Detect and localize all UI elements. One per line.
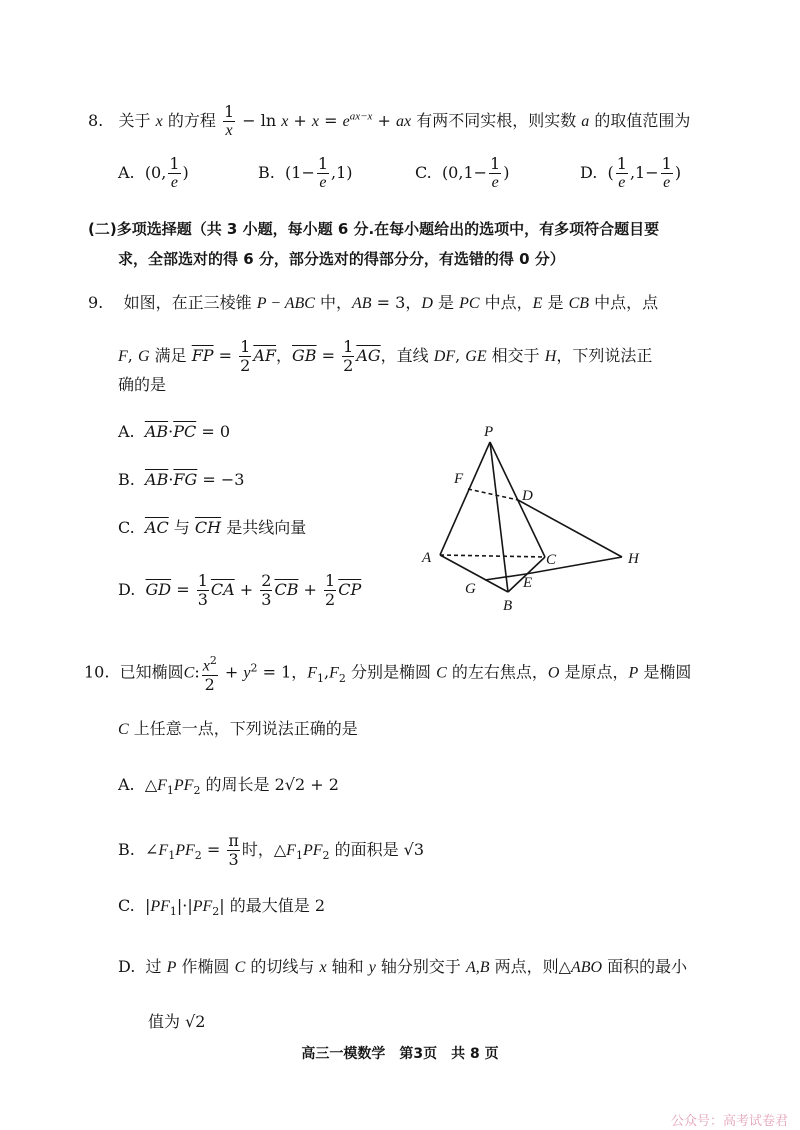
q8-option-c: C. (0,1− $\frac{1}{e}$ ) <box>415 154 510 191</box>
q10-line2: C 上任意一点，下列说法正确的是 <box>118 719 358 738</box>
edge-AC-dashed <box>440 555 545 557</box>
line-EH <box>526 557 622 574</box>
section-heading: (二)多项选择题（共 3 小题，每小题 6 分.在每小题给出的选项中，有多项符合题目要 <box>88 220 660 238</box>
section-heading-cont: 求，全部选对的得 6 分，部分选对的得部分分，有选错的得 0 分） <box>118 250 565 268</box>
q9-option-c: C. $\overline{AC}$ 与 $\overline{CH}$ 是共线向量 <box>118 518 307 537</box>
label-E: E <box>523 575 533 591</box>
label-B: B <box>503 598 513 614</box>
q8-option-a: A. (0, $\frac{1}{e}$ ) <box>118 154 189 191</box>
q10-option-c: C. $|PF_1|\cdot|PF_2|$ 的最大值是 2 <box>118 896 326 919</box>
line-FD-dashed <box>468 489 518 500</box>
label-C: C <box>546 552 557 568</box>
line-DH <box>518 500 622 557</box>
page-footer: 高三一模数学 第3页 共 8 页 <box>301 1046 499 1062</box>
edge-PB <box>490 442 508 592</box>
q9-line1: 9. 如图，在正三棱锥 P − ABC 中，AB = 3，D 是 PC 中点，E 是 CB 中点，点 <box>88 293 659 312</box>
q8-option-b: B. (1− $\frac{1}{e}$ ,1) <box>258 154 353 191</box>
q10-option-a: A. $\triangle F_1PF_2$ 的周长是 2√2 + 2 <box>118 775 339 798</box>
pyramid-figure <box>410 420 650 615</box>
label-H: H <box>628 551 639 567</box>
label-D: D <box>522 488 533 504</box>
q9-option-a: A. $\overline{AB}\cdot\overline{PC} = 0$ <box>118 422 230 441</box>
q10-option-d: D. 过 P 作椭圆 C 的切线与 x 轴和 y 轴分别交于 A,B 两点，则△ABO 面积的最小 <box>118 957 688 976</box>
label-G: G <box>465 581 476 597</box>
q9-line2: F, G 满足 $\overline{FP}$ = $\frac{1}{2}$ $\overline{AF}$，$\overline{GB}$ = $\frac{1}{2}$ $\overline{AG}$，直线 DF, GE 相交于 H，下列说法正 <box>118 337 653 375</box>
q10-option-d-cont: 值为 √2 <box>148 1012 206 1031</box>
label-P: P <box>484 424 494 440</box>
q9-line3: 确的是 <box>118 375 167 394</box>
q8-option-d: D. ( $\frac{1}{e}$ ,1− $\frac{1}{e}$ ) <box>580 154 682 191</box>
label-F: F <box>454 471 464 487</box>
q10-line1: 10. 已知椭圆C: $\frac{x^2}{2}$ + $y^2 = 1$，$F_1,F_2$ 分别是椭圆 C 的左右焦点，O 是原点，P 是椭圆 <box>84 654 692 695</box>
q10-option-b: B. $\angle F_1PF_2$ = $\frac{\pi}{3}$ 时，$\triangle F_1PF_2$ 的面积是 √3 <box>118 831 425 869</box>
q9-option-b: B. $\overline{AB}\cdot\overline{FG} = -3$ <box>118 470 245 489</box>
watermark: 公众号：高考试卷君 <box>670 1114 788 1129</box>
edge-PA <box>440 442 490 555</box>
q8-stem: 8. 关于 x 的方程 $\frac{1}{x}$ − $\ln x + x = e^{ax-x}$ + ax 有两不同实根，则实数 a 的取值范围为 <box>88 102 691 139</box>
label-A: A <box>422 550 432 566</box>
q9-option-d: D. $\overline{GD}$ = $\frac{1}{3}$ $\overline{CA}$ + $\frac{2}{3}$ $\overline{CB}$ + $\frac{1}{2}$ $\overline{CP}$ <box>118 571 362 609</box>
